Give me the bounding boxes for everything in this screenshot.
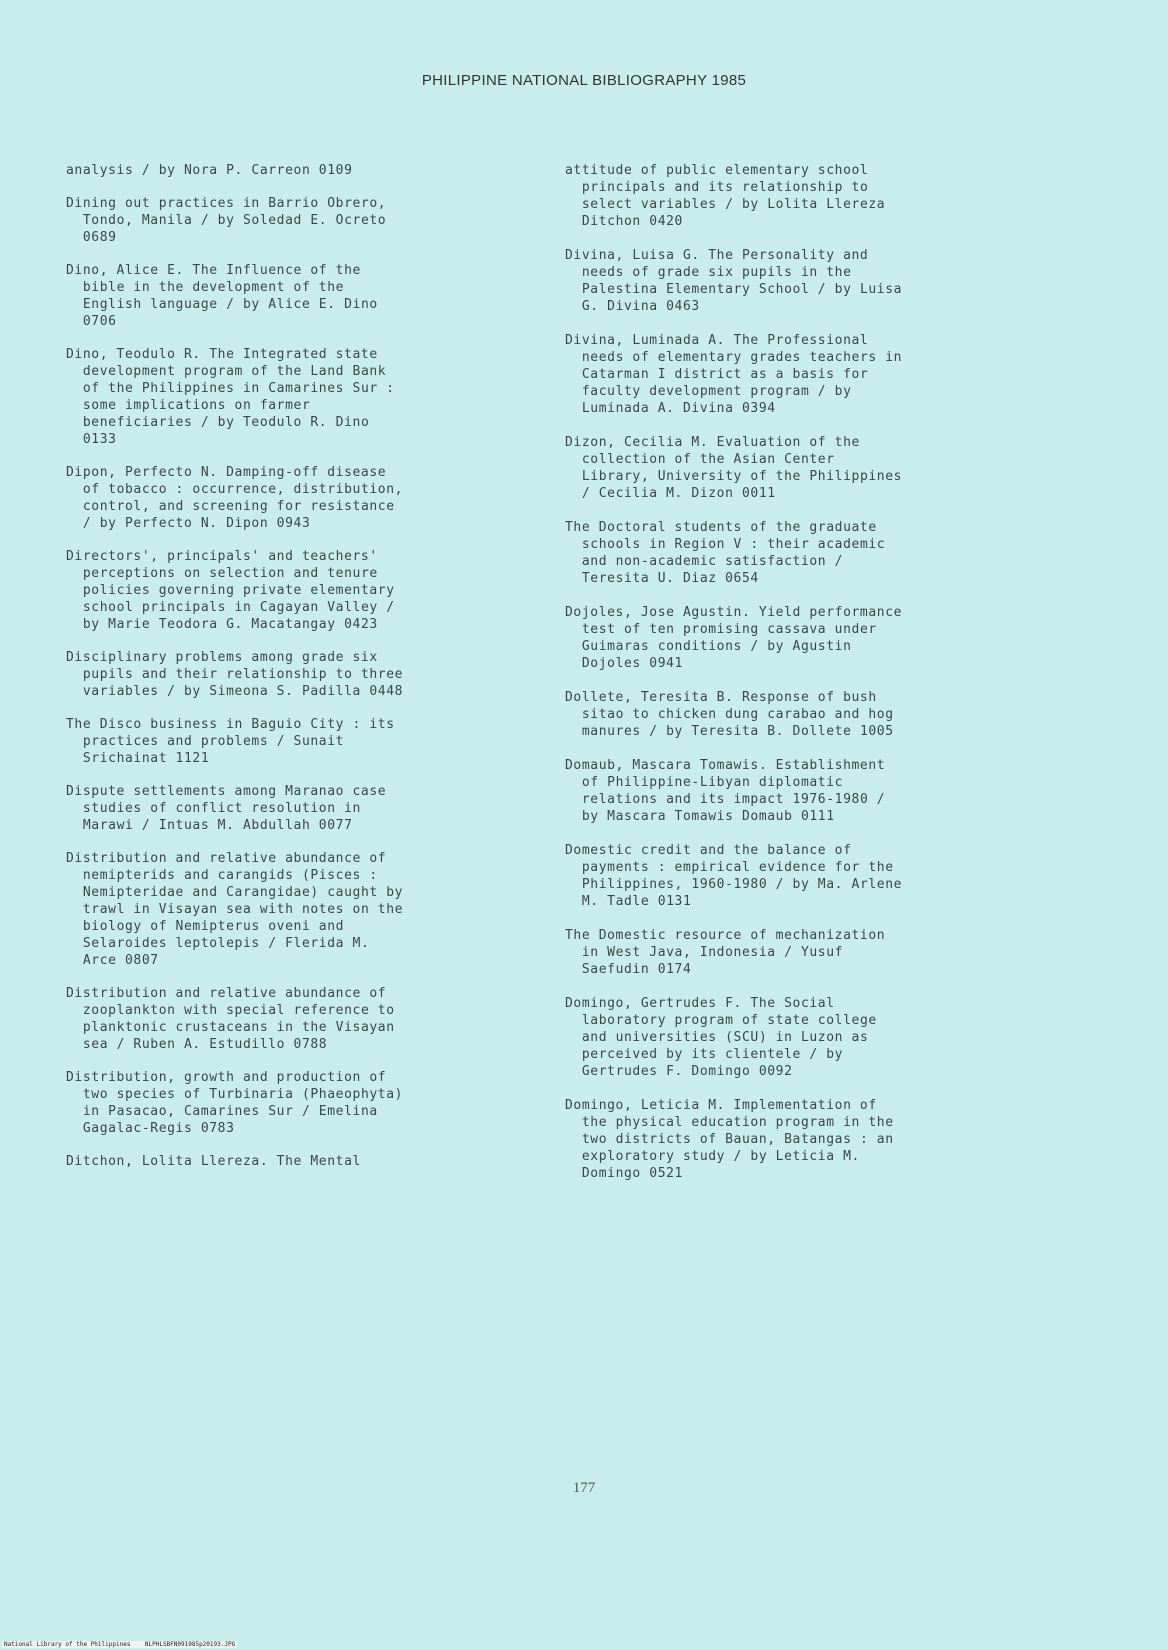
bib-entry: Dojoles, Jose Agustin. Yield performance test of ten promising cassava under Guimaras conditions / by Agustin Dojoles 0941	[565, 605, 903, 671]
bib-entry: Ditchon, Lolita Llereza. The Mental	[66, 1154, 361, 1169]
left-column	[66, 162, 516, 1186]
bib-entry: Distribution, growth and production of two species of Turbinaria (Phaeophyta) in Pasacao, Camarines Sur / Emelina Gagalac-Regis 0783	[66, 1070, 404, 1136]
bib-entry: Dollete, Teresita B. Response of bush sitao to chicken dung carabao and hog manures / by Teresita B. Dollete 1005	[565, 690, 894, 739]
page-header: PHILIPPINE NATIONAL BIBLIOGRAPHY 1985	[421, 72, 747, 89]
scan-footer: National Library of the Philippines NLPHLSBFN091985p20193.JPG	[4, 1641, 236, 1648]
bib-entry: Divina, Luminada A. The Professional needs of elementary grades teachers in Catarman I district as a basis for faculty development program / by Luminada A. Divina 0394	[565, 333, 903, 416]
bib-entry: Dino, Teodulo R. The Integrated state development program of the Land Bank of the Philippines in Camarines Sur : some implications on farmer beneficiaries / by Teodulo R. Dino 0133	[66, 347, 395, 447]
bib-entry: Divina, Luisa G. The Personality and needs of grade six pupils in the Palestina Elementary School / by Luisa G. Divina 0463	[565, 248, 903, 314]
bib-entry: Distribution and relative abundance of zooplankton with special reference to planktonic crustaceans in the Visayan sea / Ruben A. Estudillo 0788	[66, 986, 395, 1052]
bib-entry: The Domestic resource of mechanization in West Java, Indonesia / Yusuf Saefudin 0174	[565, 928, 886, 977]
bib-entry: Domaub, Mascara Tomawis. Establishment of Philippine-Libyan diplomatic relations and its impact 1976-1980 / by Mascara Tomawis Domaub 0111	[565, 758, 886, 824]
bib-entry: Dispute settlements among Maranao case studies of conflict resolution in Marawi / Intuas M. Abdullah 0077	[66, 784, 387, 833]
bib-entry: analysis / by Nora P. Carreon 0109	[66, 163, 353, 178]
bib-entry: Dino, Alice E. The Influence of the bible in the development of the English language / by Alice E. Dino 0706	[66, 263, 378, 329]
bib-entry: Dining out practices in Barrio Obrero, Tondo, Manila / by Soledad E. Ocreto 0689	[66, 196, 387, 245]
bib-entry: Disciplinary problems among grade six pupils and their relationship to three variables / by Simeona S. Padilla 0448	[66, 650, 404, 699]
bib-entry: Directors', principals' and teachers' perceptions on selection and tenure policies governing private elementary school principals in Cagayan Valley / by Marie Teodora G. Macatangay 0423	[66, 549, 395, 632]
bib-entry: Domingo, Gertrudes F. The Social laboratory program of state college and universities (SCU) in Luzon as perceived by its clientele / by Gertrudes F. Domingo 0092	[565, 996, 877, 1079]
bib-entry: Distribution and relative abundance of nemipterids and carangids (Pisces : Nemipteridae and Carangidae) caught by trawl in Visayan sea with notes on the biology of Nemipterus oveni and Selaroides leptolepis / Flerida M. Arce 0807	[66, 851, 404, 968]
bib-entry: attitude of public elementary school principals and its relationship to select variables / by Lolita Llereza Ditchon 0420	[565, 163, 886, 229]
right-column	[565, 162, 1035, 1199]
bib-entry: Dizon, Cecilia M. Evaluation of the collection of the Asian Center Library, University of the Philippines / Cecilia M. Dizon 0011	[565, 435, 903, 501]
bib-entry: The Disco business in Baguio City : its practices and problems / Sunait Srichainat 1121	[66, 717, 395, 766]
page-number: 177	[572, 1480, 596, 1496]
bib-entry: Domingo, Leticia M. Implementation of the physical education program in the two districts of Bauan, Batangas : an exploratory study / by Leticia M. Domingo 0521	[565, 1098, 894, 1181]
bib-entry: Domestic credit and the balance of payments : empirical evidence for the Philippines, 1960-1980 / by Ma. Arlene M. Tadle 0131	[565, 843, 903, 909]
bib-entry: Dipon, Perfecto N. Damping-off disease of tobacco : occurrence, distribution, control, and screening for resistance / by Perfecto N. Dipon 0943	[66, 465, 404, 531]
bib-entry: The Doctoral students of the graduate schools in Region V : their academic and non-academic satisfaction / Teresita U. Diaz 0654	[565, 520, 886, 586]
